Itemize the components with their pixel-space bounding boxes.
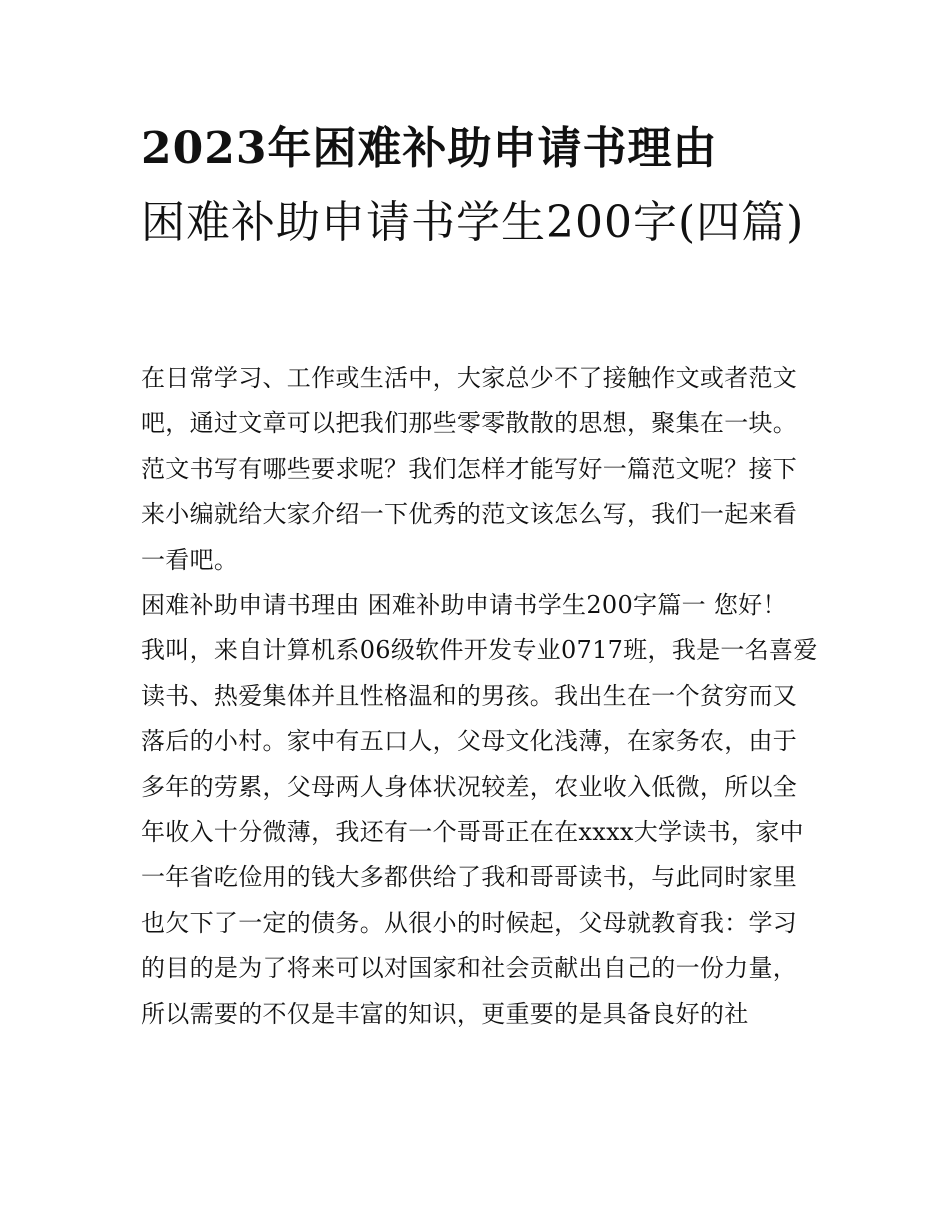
body-paragraph: 我叫，来自计算机系06级软件开发专业0717班，我是一名喜爱读书、热爱集体并且性格温和的男孩。我出生在一个贫穷而又落后的小村。家中有五口人，父母文化浅薄，在家务农，由于多年的劳累，父母两人身体状况较差，农业收入低微，所以全年收入十分微薄，我还有一个哥哥正在在xxxx大学读书，家中一年省吃俭用的钱大多都供给了我和哥哥读书，与此同时家里也欠下了一定的债务。从很小的时候起，父母就教育我：学习的目的是为了将来可以对国家和社会贡献出自己的一份力量，所以需要的不仅是丰富的知识，更重要的是具备良好的社 [141,636,818,1028]
title-line-2: 困难补助申请书学生200字(四篇) [141,197,805,248]
section-heading-line: 困难补助申请书理由 困难补助申请书学生200字篇一 您好！ [141,591,787,620]
document-body [141,356,821,1037]
intro-paragraph: 在日常学习、工作或生活中，大家总少不了接触作文或者范文吧，通过文章可以把我们那些零零散散的思想，聚集在一块。范文书写有哪些要求呢？我们怎样才能写好一篇范文呢？接下来小编就给大家介绍一下优秀的范文该怎么写，我们一起来看一看吧。 [141,364,798,574]
document-title [141,112,821,260]
title-line-1: 2023年困难补助申请书理由 [141,123,718,174]
